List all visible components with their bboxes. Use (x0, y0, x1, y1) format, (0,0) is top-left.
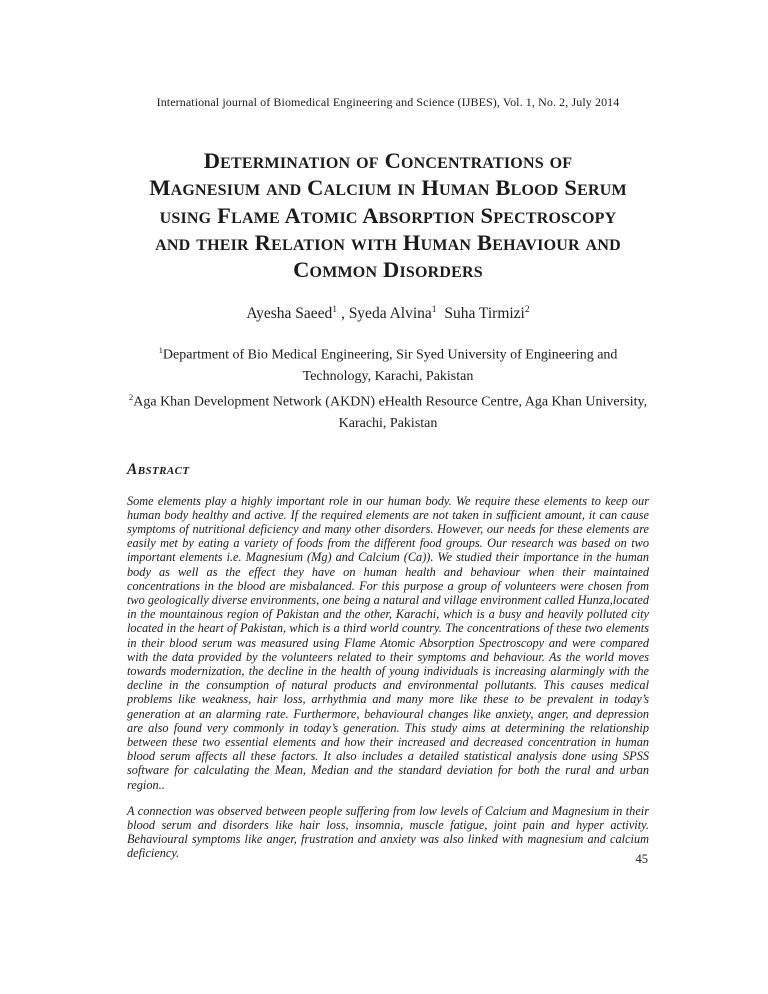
abstract-heading: Abstract (127, 460, 190, 478)
abstract-paragraph-2: A connection was observed between people suffering from low levels of Calcium and Magnesium in their blood serum and disorders like hair loss, insomnia, muscle fatigue, joint pain and hyper activity. Behavioural symptoms like anger, frustration and anxiety was also linked with magnesium and calcium deficiency. (127, 803, 649, 861)
authors-line (127, 304, 649, 323)
paper-title-line: and their Relation with Human Behaviour and (155, 229, 621, 255)
paper-title-line: Determination of Concentrations of (203, 148, 573, 173)
affiliation-1 (127, 340, 649, 387)
page-number: 45 (635, 852, 648, 866)
affiliation-marker: 1 (158, 344, 163, 355)
affiliations-block (127, 340, 649, 435)
journal-header: International journal of Biomedical Engineering and Science (IJBES), Vol. 1, No. 2, July 2014 (156, 95, 620, 109)
paper-title (127, 147, 649, 283)
abstract-body (127, 494, 649, 861)
affiliation-text: Aga Khan Development Network (AKDN) eHealth Resource Centre, Aga Khan University, Karachi, Pakistan (133, 394, 648, 432)
paper-title-line: Common Disorders (293, 257, 483, 283)
paper-title-line: using Flame Atomic Absorption Spectroscopy (159, 202, 617, 228)
affiliation-2 (127, 387, 649, 434)
author-name: Syeda Alvina (348, 305, 432, 323)
author-affiliation-marker: 1 (431, 304, 437, 316)
author-affiliation-marker: 1 (332, 304, 338, 316)
abstract-paragraph-1: Some elements play a highly important role in our human body. We require these elements to keep our human body healthy and active. If the required elements are not taken in sufficient amount, it can cause symptoms of nutritional deficiency and many other disorders. However, our needs for these elements are easily met by eating a variety of foods from the different food groups. Our research was based on two important elements i.e. Magnesium (Mg) and Calcium (Ca)). We studied their importance in the human body as well as the effect they have on human health and behaviour when their maintained concentrations in the blood are misbalanced. For this purpose a group of volunteers were chosen from two geologically diverse environments, one being a natural and village environment called Hunza,located in the mountainous region of Pakistan and the other, Karachi, which is a busy and heavily polluted city located in the heart of Pakistan, which is a third world country. The concentrations of these two elements in their blood serum was measured using Flame Atomic Absorption Spectroscopy and were compared with the data provided by the volunteers related to their symptoms and behaviour. As the world moves towards modernization, the decline in the health of young individuals is increasing alarmingly with the decline in the consumption of natural products and environmental pollutants. This causes medical problems like weakness, hair loss, arrhythmia and many more like these to be prevalent in today’s generation at an alarming rate. Furthermore, behavioural changes like anxiety, anger, and depression are also found very commonly in today’s generation. This study aims at determining the relationship between these two essential elements and how their increased and decreased concentration in human blood serum affects all these factors. It also includes a detailed statistical analysis done using SPSS software for calculating the Mean, Median and the standard deviation for both the rural and urban region.. (127, 493, 649, 792)
affiliation-text: Department of Bio Medical Engineering, Sir Syed University of Engineering and Technology, Karachi, Pakistan (162, 347, 618, 384)
affiliation-marker: 2 (128, 392, 134, 403)
author-affiliation-marker: 2 (524, 304, 530, 316)
author-separator: , (337, 305, 349, 323)
author-name: Ayesha Saeed (246, 305, 333, 323)
author-name: Suha Tirmizi (444, 305, 525, 323)
paper-title-line: Magnesium and Calcium in Human Blood Serum (149, 175, 627, 201)
page-content (127, 0, 649, 861)
